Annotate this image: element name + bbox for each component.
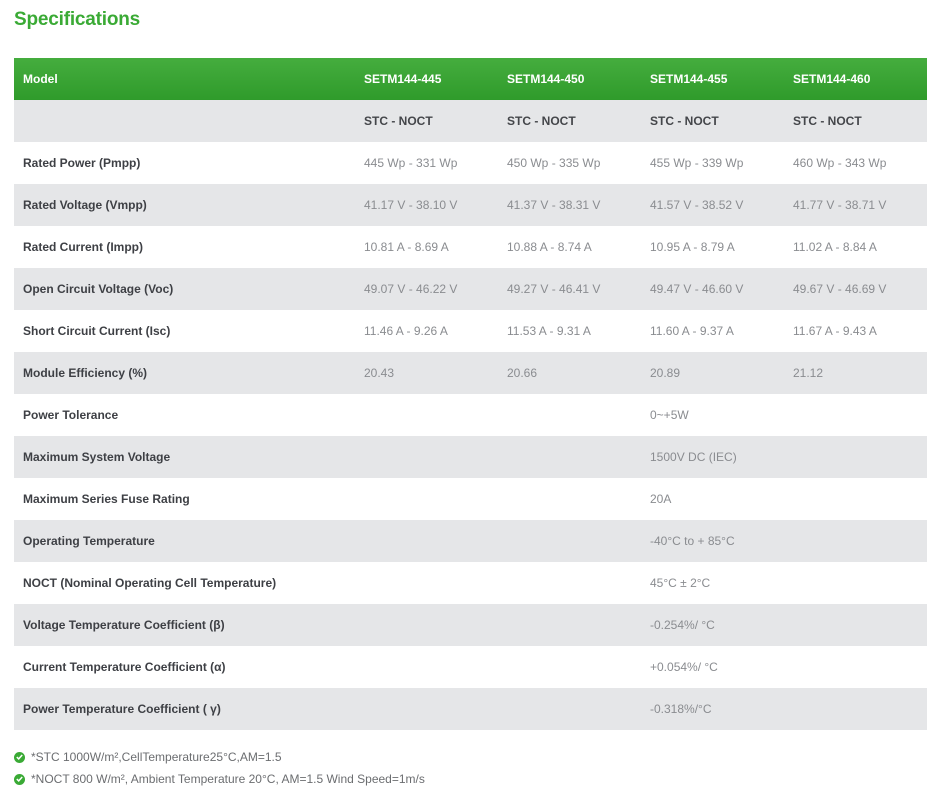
row-label: Rated Voltage (Vmpp) <box>14 184 355 226</box>
row-value: 450 Wp - 335 Wp <box>498 142 641 184</box>
header-model-460: SETM144-460 <box>784 58 927 100</box>
row-value: 41.77 V - 38.71 V <box>784 184 927 226</box>
row-value <box>355 520 498 562</box>
row-value: -0.254%/ °C <box>641 604 784 646</box>
row-value: 49.47 V - 46.60 V <box>641 268 784 310</box>
row-label: Maximum System Voltage <box>14 436 355 478</box>
footnote-stc <box>14 746 425 768</box>
table-row <box>14 688 927 730</box>
row-value: 21.12 <box>784 352 927 394</box>
row-value <box>498 520 641 562</box>
row-value: 49.27 V - 46.41 V <box>498 268 641 310</box>
table-row <box>14 646 927 688</box>
table-subheader-row <box>14 100 927 142</box>
row-value: 10.81 A - 8.69 A <box>355 226 498 268</box>
footnotes <box>14 746 425 790</box>
row-value: 11.67 A - 9.43 A <box>784 310 927 352</box>
table-row <box>14 352 927 394</box>
row-value <box>355 562 498 604</box>
row-value: -0.318%/°C <box>641 688 784 730</box>
row-value <box>355 604 498 646</box>
specifications-table <box>14 58 927 730</box>
row-value <box>498 436 641 478</box>
row-value: 41.57 V - 38.52 V <box>641 184 784 226</box>
row-value <box>784 436 927 478</box>
row-value: 11.02 A - 8.84 A <box>784 226 927 268</box>
row-value <box>784 394 927 436</box>
row-value <box>784 688 927 730</box>
table-row <box>14 604 927 646</box>
row-value: +0.054%/ °C <box>641 646 784 688</box>
row-value <box>498 562 641 604</box>
table-row <box>14 142 927 184</box>
subheader-cell: STC - NOCT <box>641 100 784 142</box>
row-label: Rated Current (Impp) <box>14 226 355 268</box>
subheader-cell: STC - NOCT <box>355 100 498 142</box>
row-label: Voltage Temperature Coefficient (β) <box>14 604 355 646</box>
row-value <box>498 394 641 436</box>
footnote-text: *STC 1000W/m²,CellTemperature25°C,AM=1.5 <box>31 750 282 764</box>
row-label: Power Tolerance <box>14 394 355 436</box>
row-value <box>355 436 498 478</box>
row-label: Power Temperature Coefficient ( γ) <box>14 688 355 730</box>
row-value: 49.67 V - 46.69 V <box>784 268 927 310</box>
table-row <box>14 520 927 562</box>
row-value: 10.88 A - 8.74 A <box>498 226 641 268</box>
row-label: Current Temperature Coefficient (α) <box>14 646 355 688</box>
row-value <box>784 478 927 520</box>
row-value: 455 Wp - 339 Wp <box>641 142 784 184</box>
row-value <box>784 604 927 646</box>
row-label: Open Circuit Voltage (Voc) <box>14 268 355 310</box>
row-value <box>355 688 498 730</box>
row-label: Maximum Series Fuse Rating <box>14 478 355 520</box>
footnote-text: *NOCT 800 W/m², Ambient Temperature 20°C, AM=1.5 Wind Speed=1m/s <box>31 772 425 786</box>
row-value: 10.95 A - 8.79 A <box>641 226 784 268</box>
table-row <box>14 562 927 604</box>
table-row <box>14 478 927 520</box>
row-value: 11.60 A - 9.37 A <box>641 310 784 352</box>
specifications-body <box>14 142 927 730</box>
table-row <box>14 310 927 352</box>
row-value <box>355 478 498 520</box>
check-circle-icon <box>14 774 25 785</box>
row-value: 41.37 V - 38.31 V <box>498 184 641 226</box>
row-value <box>784 646 927 688</box>
row-value: 0~+5W <box>641 394 784 436</box>
row-value: 20A <box>641 478 784 520</box>
table-header-row <box>14 58 927 100</box>
row-label: Operating Temperature <box>14 520 355 562</box>
row-value: 49.07 V - 46.22 V <box>355 268 498 310</box>
row-value <box>355 394 498 436</box>
header-model-label: Model <box>14 58 355 100</box>
header-model-450: SETM144-450 <box>498 58 641 100</box>
row-value: 20.66 <box>498 352 641 394</box>
row-value <box>784 520 927 562</box>
row-value: 445 Wp - 331 Wp <box>355 142 498 184</box>
row-value: 20.89 <box>641 352 784 394</box>
table-row <box>14 436 927 478</box>
row-label: Rated Power (Pmpp) <box>14 142 355 184</box>
row-value: 460 Wp - 343 Wp <box>784 142 927 184</box>
row-label: Short Circuit Current (Isc) <box>14 310 355 352</box>
table-row <box>14 394 927 436</box>
row-value <box>498 478 641 520</box>
row-value: 41.17 V - 38.10 V <box>355 184 498 226</box>
row-value: 11.53 A - 9.31 A <box>498 310 641 352</box>
row-value <box>498 646 641 688</box>
row-value: 1500V DC (IEC) <box>641 436 784 478</box>
subheader-empty <box>14 100 355 142</box>
row-value <box>498 688 641 730</box>
table-row <box>14 268 927 310</box>
table-row <box>14 184 927 226</box>
row-value <box>784 562 927 604</box>
row-label: NOCT (Nominal Operating Cell Temperature) <box>14 562 355 604</box>
row-label: Module Efficiency (%) <box>14 352 355 394</box>
table-row <box>14 226 927 268</box>
row-value: 45°C ± 2°C <box>641 562 784 604</box>
row-value <box>498 604 641 646</box>
row-value <box>355 646 498 688</box>
footnote-noct <box>14 768 425 790</box>
row-value: -40°C to + 85°C <box>641 520 784 562</box>
row-value: 20.43 <box>355 352 498 394</box>
header-model-455: SETM144-455 <box>641 58 784 100</box>
page-title: Specifications <box>14 9 141 30</box>
header-model-445: SETM144-445 <box>355 58 498 100</box>
subheader-cell: STC - NOCT <box>784 100 927 142</box>
check-circle-icon <box>14 752 25 763</box>
row-value: 11.46 A - 9.26 A <box>355 310 498 352</box>
subheader-cell: STC - NOCT <box>498 100 641 142</box>
